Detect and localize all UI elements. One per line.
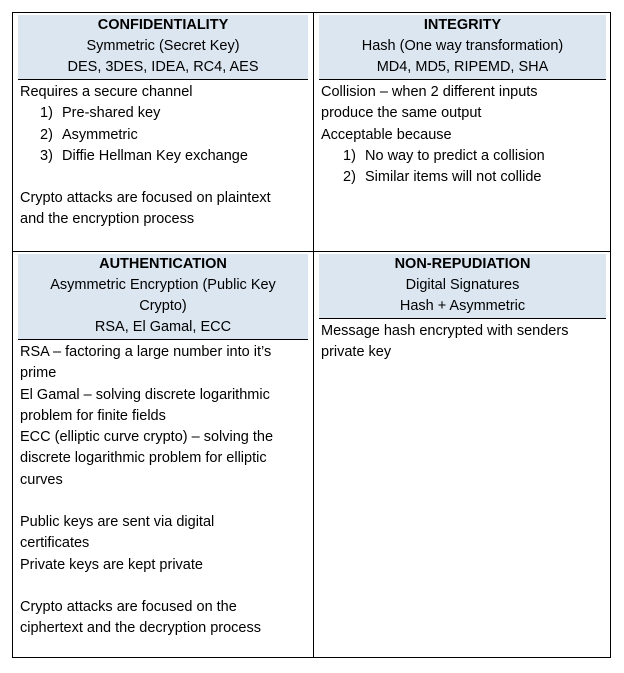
non-repudiation-title: NON-REPUDIATION: [394, 256, 531, 272]
ecc-text: discrete logarithmic problem for elliptic: [20, 450, 267, 467]
authentication-subtitle: Asymmetric Encryption (Public Key: [50, 277, 276, 293]
public-keys-text: certificates: [20, 535, 90, 552]
authentication-title: AUTHENTICATION: [99, 256, 227, 272]
attacks-text: and the encryption process: [20, 211, 195, 228]
confidentiality-cell: [13, 13, 313, 251]
confidentiality-header: [18, 15, 308, 80]
list-item: 2) Similar items will not collide: [343, 169, 542, 186]
crypto-goals-table: [12, 12, 611, 658]
attacks-text: ciphertext and the decryption process: [20, 620, 261, 637]
list-item: 3) Diffie Hellman Key exchange: [40, 147, 248, 164]
authentication-algorithms: RSA, El Gamal, ECC: [94, 319, 232, 335]
rsa-text: RSA – factoring a large number into it’s: [20, 344, 272, 360]
list-item: 1) No way to predict a collision: [343, 147, 545, 164]
confidentiality-algorithms: DES, 3DES, IDEA, RC4, AES: [67, 59, 259, 75]
non-repudiation-cell: [314, 252, 610, 657]
integrity-header: [319, 15, 606, 80]
list-item: 1) Pre-shared key: [40, 105, 161, 122]
authentication-header: [18, 254, 308, 340]
hash-text: private key: [321, 344, 392, 361]
acceptable-text: Acceptable because: [321, 126, 452, 143]
non-repudiation-body: [314, 319, 610, 364]
integrity-algorithms: MD4, MD5, RIPEMD, SHA: [376, 59, 549, 75]
ecc-text: curves: [20, 471, 63, 488]
private-keys-text: Private keys are kept private: [20, 556, 203, 573]
non-repudiation-subtitle: Digital Signatures: [405, 277, 520, 293]
ecc-text: ECC (elliptic curve crypto) – solving the: [20, 429, 274, 446]
rsa-text: prime: [20, 365, 57, 382]
confidentiality-title: CONFIDENTIALITY: [97, 17, 229, 33]
confidentiality-body: [13, 80, 313, 231]
collision-text: Collision – when 2 different inputs: [321, 84, 538, 100]
authentication-body: [13, 340, 313, 640]
elgamal-text: problem for finite fields: [20, 407, 166, 424]
non-repudiation-algorithms: Hash + Asymmetric: [399, 298, 526, 314]
authentication-subtitle: Crypto): [139, 298, 187, 314]
attacks-text: Crypto attacks are focused on the: [20, 598, 237, 615]
integrity-cell: [314, 13, 610, 251]
integrity-body: [314, 80, 610, 188]
integrity-subtitle: Hash (One way transformation): [361, 38, 564, 54]
hash-text: Message hash encrypted with senders: [321, 323, 569, 339]
elgamal-text: El Gamal – solving discrete logarithmic: [20, 386, 270, 403]
confidentiality-subtitle: Symmetric (Secret Key): [86, 38, 240, 54]
authentication-cell: [13, 252, 313, 657]
non-repudiation-header: [319, 254, 606, 319]
attacks-text: Crypto attacks are focused on plaintext: [20, 190, 271, 207]
secure-channel-text: Requires a secure channel: [20, 84, 193, 100]
public-keys-text: Public keys are sent via digital: [20, 514, 215, 531]
collision-text: produce the same output: [321, 105, 482, 122]
list-item: 2) Asymmetric: [40, 126, 138, 143]
integrity-title: INTEGRITY: [423, 17, 502, 33]
